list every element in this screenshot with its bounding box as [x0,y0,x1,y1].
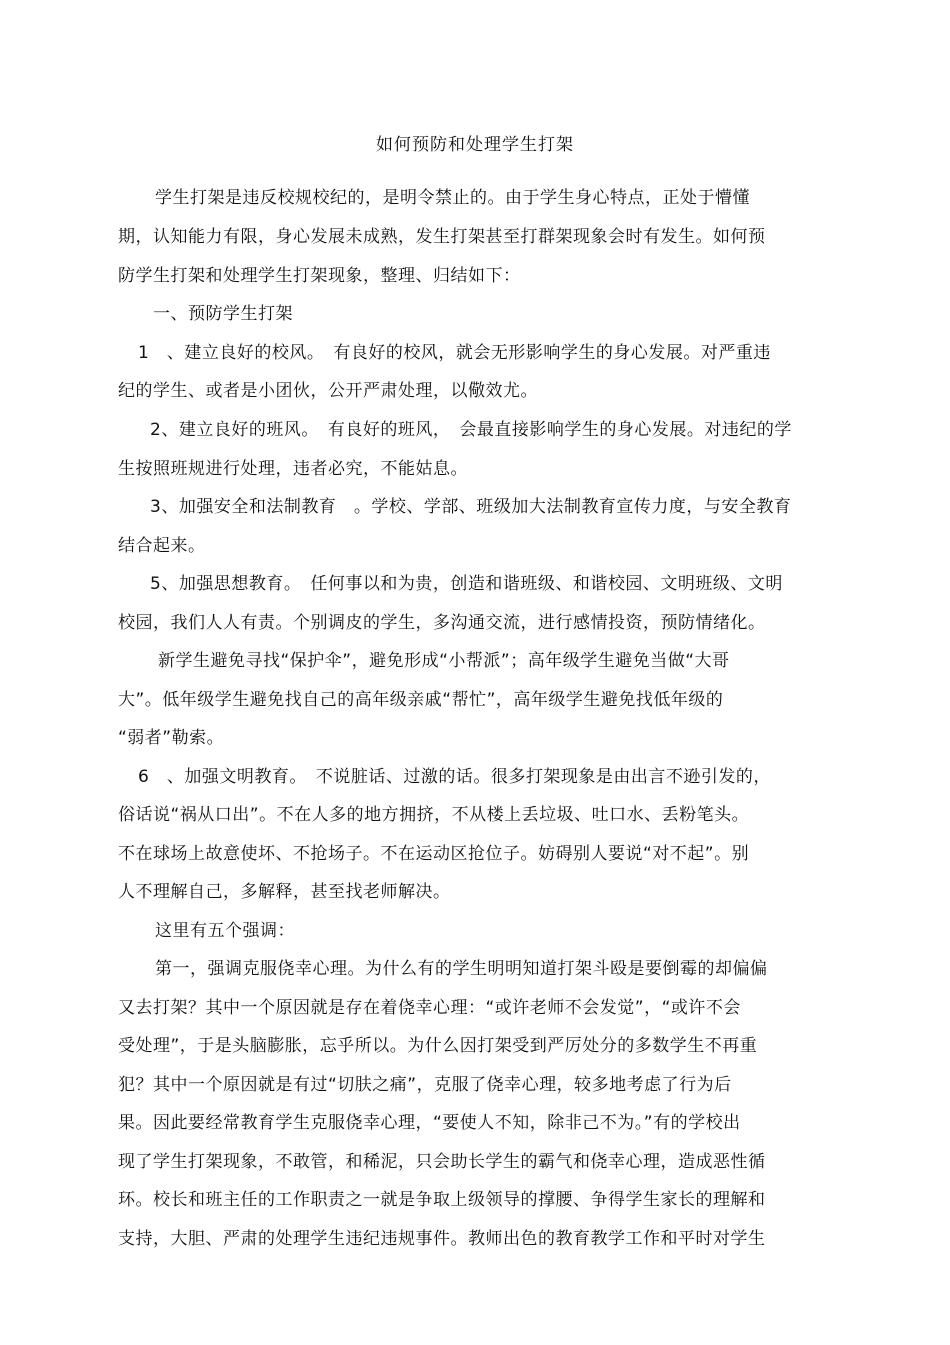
text-line: 又去打架？其中一个原因就是存在着侥幸心理：“或许老师不会发觉”，“或许不会 [118,998,741,1018]
text-line: 不在球场上故意使坏、不抢场子。不在运动区抢位子。妨碍别人要说“对不起”。别 [118,844,750,864]
text-line: “弱者”勒索。 [118,728,225,748]
text-line: 俗话说“祸从口出”。不在人多的地方拥挤，不从楼上丢垃圾、吐口水、丢粉笔头。 [118,805,750,825]
text-line: 5、加强思想教育。 任何事以和为贵，创造和谐班级、和谐校园、文明班级、文明 [150,574,783,594]
text-line: 环。校长和班主任的工作职责之一就是争取上级领导的撑腰、争得学生家长的理解和 [118,1190,766,1210]
text-line: 期，认知能力有限，身心发展未成熟，发生打架甚至打群架现象会时有发生。如何预 [118,227,766,247]
text-line: 大”。低年级学生避免找自己的高年级亲戚“帮忙”，高年级学生避免找低年级的 [118,690,724,710]
text-line: 犯？其中一个原因就是有过“切肤之痛”，克服了侥幸心理，较多地考虑了行为后 [118,1075,732,1095]
text-line: 学生打架是违反校规校纪的，是明令禁止的。由于学生身心特点，正处于懵懂 [155,188,750,208]
section-heading: 一、预防学生打架 [153,304,293,324]
text-line: 结合起来。 [118,536,206,556]
text-line: 果。因此要经常教育学生克服侥幸心理，“要使人不知，除非己不为。”有的学校出 [118,1113,741,1133]
text-line: 这里有五个强调： [155,921,295,941]
text-line: 受处理”，于是头脑膨胀，忘乎所以。为什么因打架受到严厉处分的多数学生不再重 [118,1036,758,1056]
text-line: 6 、加强文明教育。 不说脏话、过激的话。很多打架现象是由出言不逊引发的， [138,767,771,787]
text-line: 1 、建立良好的校风。 有良好的校风，就会无形影响学生的身心发展。对严重违 [138,343,771,363]
text-line: 纪的学生、或者是小团伙，公开严肃处理，以儆效尤。 [118,381,538,401]
text-line: 校园，我们人人有责。个别调皮的学生，多沟通交流，进行感情投资，预防情绪化。 [118,613,766,633]
text-line: 防学生打架和处理学生打架现象，整理、归结如下： [118,266,521,286]
text-line: 第一，强调克服侥幸心理。为什么有的学生明明知道打架斗殴是要倒霉的却偏偏 [155,959,768,979]
page-title: 如何预防和处理学生打架 [376,135,574,155]
text-line: 支持，大胆、严肃的处理学生违纪违规事件。教师出色的教育教学工作和平时对学生 [118,1229,766,1249]
text-line: 3、加强安全和法制教育 。学校、学部、班级加大法制教育宣传力度，与安全教育 [150,497,792,517]
text-line: 生按照班规进行处理，违者必究，不能姑息。 [118,459,468,479]
text-line: 现了学生打架现象，不敢管，和稀泥，只会助长学生的霸气和侥幸心理，造成恶性循 [118,1152,766,1172]
text-line: 人不理解自己，多解释，甚至找老师解决。 [118,882,451,902]
text-line: 新学生避免寻找“保护伞”，避免形成“小帮派”；高年级学生避免当做“大哥 [158,651,730,671]
text-line: 2、建立良好的班风。 有良好的班风， 会最直接影响学生的身心发展。对违纪的学 [150,420,792,440]
